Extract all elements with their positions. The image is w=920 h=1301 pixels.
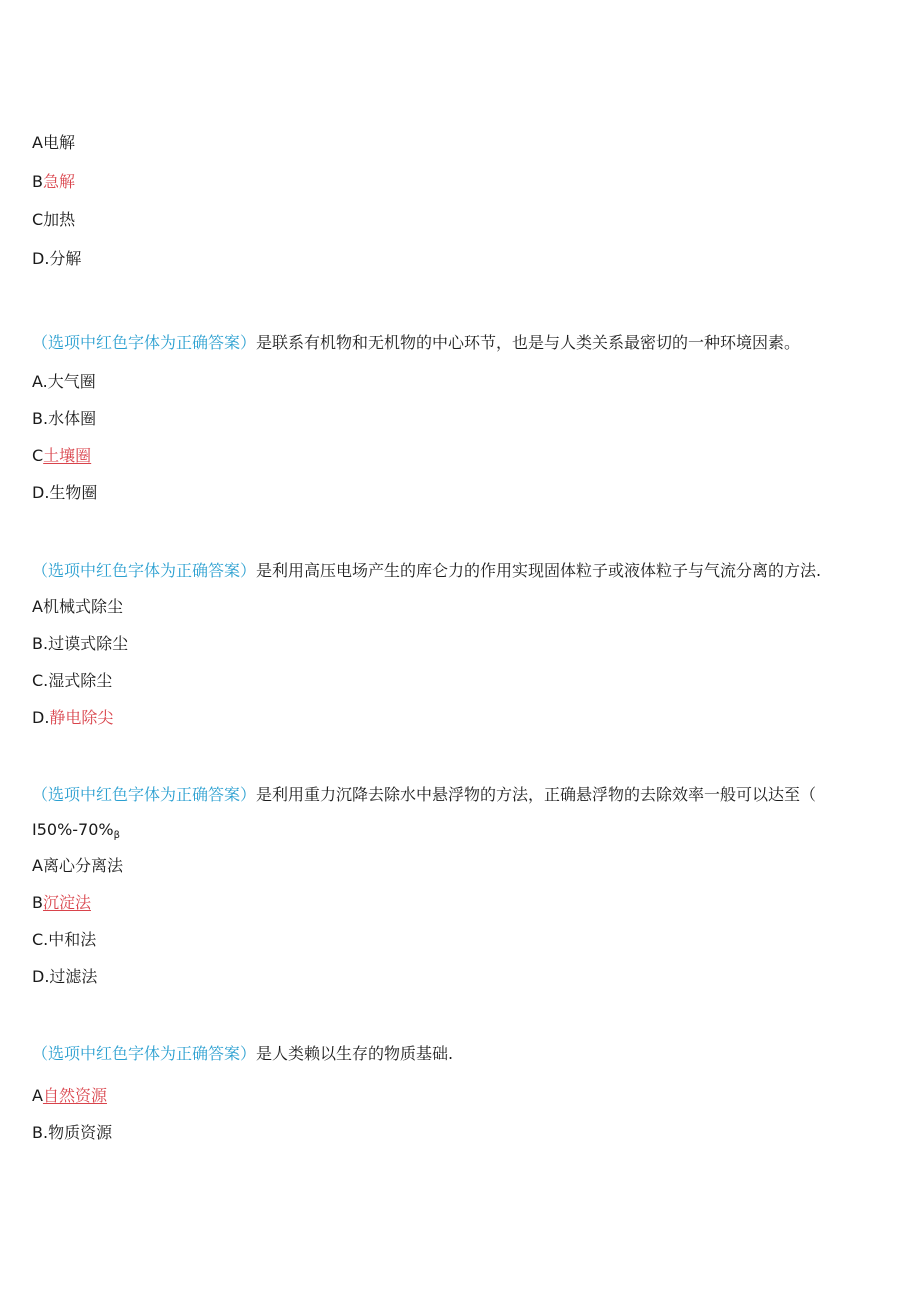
option-text: 物质资源 — [48, 1123, 113, 1142]
option-prefix: C. — [32, 930, 49, 949]
q5-question — [32, 1043, 453, 1065]
answer-hint: （选项中红色字体为正确答案） — [32, 333, 257, 352]
option-prefix: A — [32, 856, 43, 875]
question-stem-continued: I50%-70% — [32, 820, 114, 839]
option-text: 大气圈 — [47, 372, 96, 391]
question-stem-subscript: β — [113, 830, 121, 841]
q4-option-a — [32, 855, 123, 877]
answer-hint: （选项中红色字体为正确答案） — [32, 561, 257, 580]
q3-option-a — [32, 596, 123, 618]
question-stem: 是利用高压电场产生的库仑力的作用实现固体粒子或液体粒子与气流分离的方法. — [256, 561, 822, 580]
q5-option-a — [32, 1085, 107, 1107]
q3-option-c — [32, 670, 112, 692]
option-prefix: A — [32, 133, 43, 152]
option-prefix: C. — [32, 671, 49, 690]
option-prefix: D. — [32, 967, 50, 986]
option-prefix: B. — [32, 409, 49, 428]
option-text: 生物圈 — [49, 483, 98, 502]
option-prefix: B. — [32, 1123, 49, 1142]
q1-option-b — [32, 171, 75, 193]
option-prefix: D. — [32, 249, 50, 268]
q1-option-d — [32, 248, 81, 270]
option-prefix: B — [32, 893, 43, 912]
option-text: 过谟式除尘 — [48, 634, 129, 653]
option-prefix: B — [32, 172, 43, 191]
option-prefix: D. — [32, 708, 50, 727]
q2-option-b — [32, 408, 96, 430]
q4-option-d — [32, 966, 97, 988]
option-text: 水体圈 — [48, 409, 97, 428]
option-text: 电解 — [42, 133, 75, 152]
question-stem: 是利用重力沉降去除水中悬浮物的方法，正确悬浮物的去除效率一般可以达至（ — [256, 785, 817, 804]
option-prefix: C — [32, 446, 44, 465]
q4-question — [32, 784, 816, 806]
option-text: 离心分离法 — [42, 856, 123, 875]
answer-hint: （选项中红色字体为正确答案） — [32, 1044, 257, 1063]
q3-option-d — [32, 707, 113, 729]
option-prefix: A — [32, 597, 43, 616]
q2-question — [32, 332, 800, 354]
q1-option-a — [32, 132, 75, 154]
option-text-correct: 沉淀法 — [42, 893, 91, 912]
q2-option-d — [32, 482, 97, 504]
q3-question — [32, 560, 821, 582]
q5-option-b — [32, 1122, 112, 1144]
q2-option-a — [32, 371, 96, 393]
option-text: 过滤法 — [49, 967, 98, 986]
option-prefix: D. — [32, 483, 50, 502]
question-stem: 是联系有机物和无机物的中心环节，也是与人类关系最密切的一种环境因素。 — [256, 333, 801, 352]
option-text-correct: 自然资源 — [42, 1086, 107, 1105]
option-text-correct: 土壤圈 — [43, 446, 92, 465]
q4-option-c — [32, 929, 96, 951]
q1-option-c — [32, 209, 75, 231]
option-prefix: C — [32, 210, 44, 229]
option-prefix: A — [32, 1086, 43, 1105]
option-text: 分解 — [49, 249, 82, 268]
option-prefix: A. — [32, 372, 48, 391]
option-text: 湿式除尘 — [48, 671, 113, 690]
question-stem: 是人类赖以生存的物质基础. — [256, 1044, 454, 1063]
option-text-correct: 急解 — [42, 172, 75, 191]
option-text: 机械式除尘 — [42, 597, 123, 616]
answer-hint: （选项中红色字体为正确答案） — [32, 785, 257, 804]
option-prefix: B. — [32, 634, 49, 653]
q2-option-c — [32, 445, 91, 467]
option-text: 中和法 — [48, 930, 97, 949]
q3-option-b — [32, 633, 128, 655]
option-text-correct: 静电除尖 — [49, 708, 114, 727]
q4-option-b — [32, 892, 91, 914]
q4-question-continued — [32, 819, 120, 841]
option-text: 加热 — [43, 210, 76, 229]
